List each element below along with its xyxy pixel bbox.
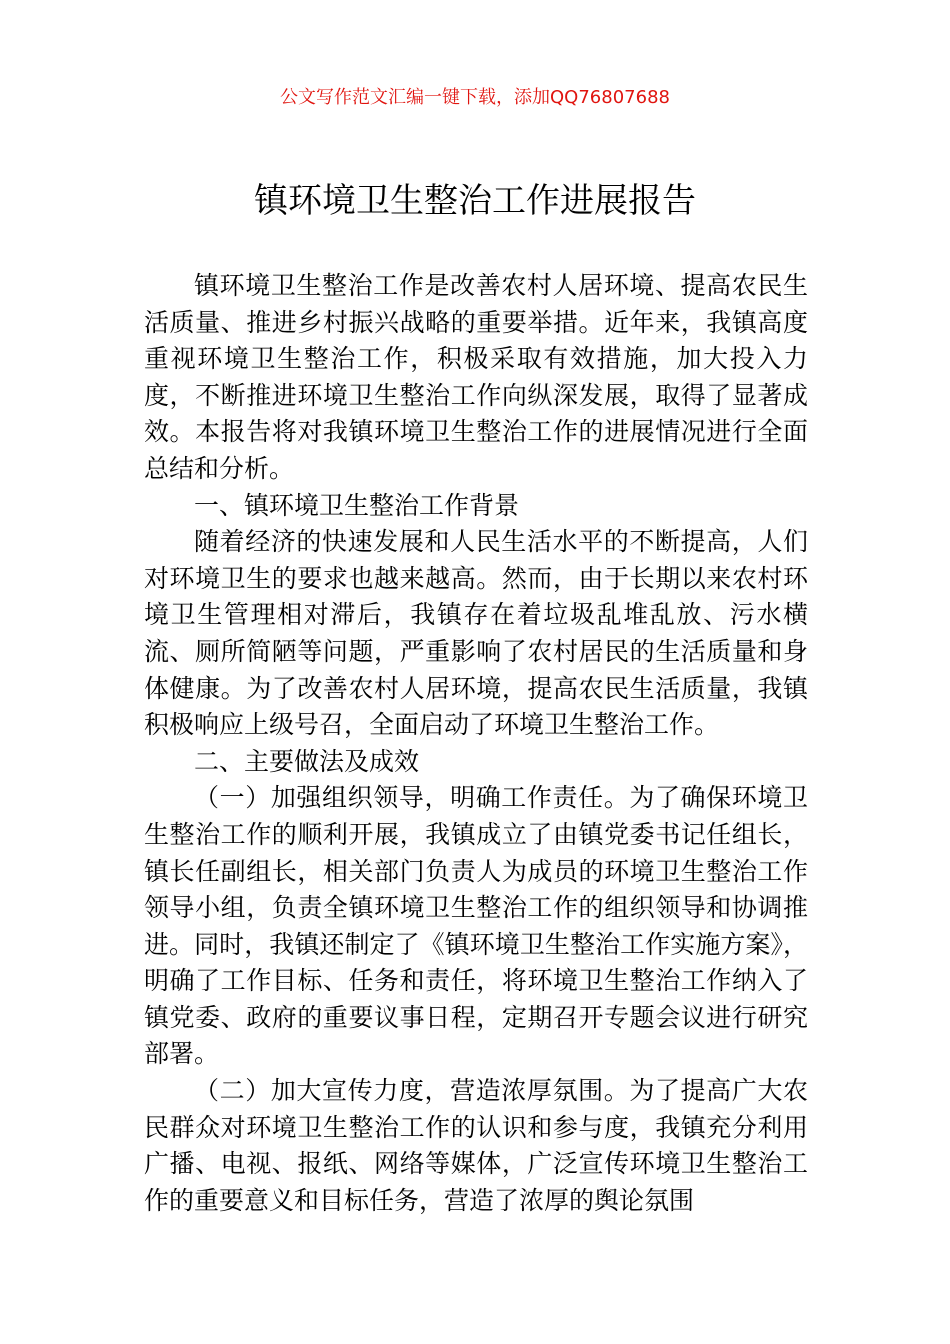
body-paragraph: （二）加大宣传力度，营造浓厚氛围。为了提高广大农民群众对环境卫生整治工作的认识和参与度，我镇充分利用广播、电视、报纸、网络等媒体，广泛宣传环境卫生整治工作的重要意义和目标任务，营造了浓厚的舆论氛围 [144, 1076, 808, 1215]
body-paragraph: 随着经济的快速发展和人民生活水平的不断提高，人们对环境卫生的要求也越来越高。然而，由于长期以来农村环境卫生管理相对滞后，我镇存在着垃圾乱堆乱放、污水横流、厕所简陋等问题，严重影响了农村居民的生活质量和身体健康。为了改善农村人居环境，提高农民生活质量，我镇积极响应上级号召，全面启动了环境卫生整治工作。 [144, 527, 808, 740]
body-paragraph: （一）加强组织领导，明确工作责任。为了确保环境卫生整治工作的顺利开展，我镇成立了由镇党委书记任组长，镇长任副组长，相关部门负责人为成员的环境卫生整治工作领导小组，负责全镇环境卫生整治工作的组织领导和协调推进。同时，我镇还制定了《镇环境卫生整治工作实施方案》，明确了工作目标、任务和责任，将环境卫生整治工作纳入了镇党委、政府的重要议事日程，定期召开专题会议进行研究部署。 [144, 783, 808, 1069]
section-heading: 二、主要做法及成效 [194, 746, 420, 776]
promo-header-text: 公文写作范文汇编一键下载，添加QQ76807688 [280, 87, 670, 108]
section-heading: 一、镇环境卫生整治工作背景 [194, 490, 520, 520]
body-paragraph: 镇环境卫生整治工作是改善农村人居环境、提高农民生活质量、推进乡村振兴战略的重要举措。近年来，我镇高度重视环境卫生整治工作，积极采取有效措施，加大投入力度，不断推进环境卫生整治工作向纵深发展，取得了显著成效。本报告将对我镇环境卫生整治工作的进展情况进行全面总结和分析。 [144, 271, 808, 483]
document-title: 镇环境卫生整治工作进展报告 [254, 181, 696, 221]
document-body [144, 268, 808, 1219]
